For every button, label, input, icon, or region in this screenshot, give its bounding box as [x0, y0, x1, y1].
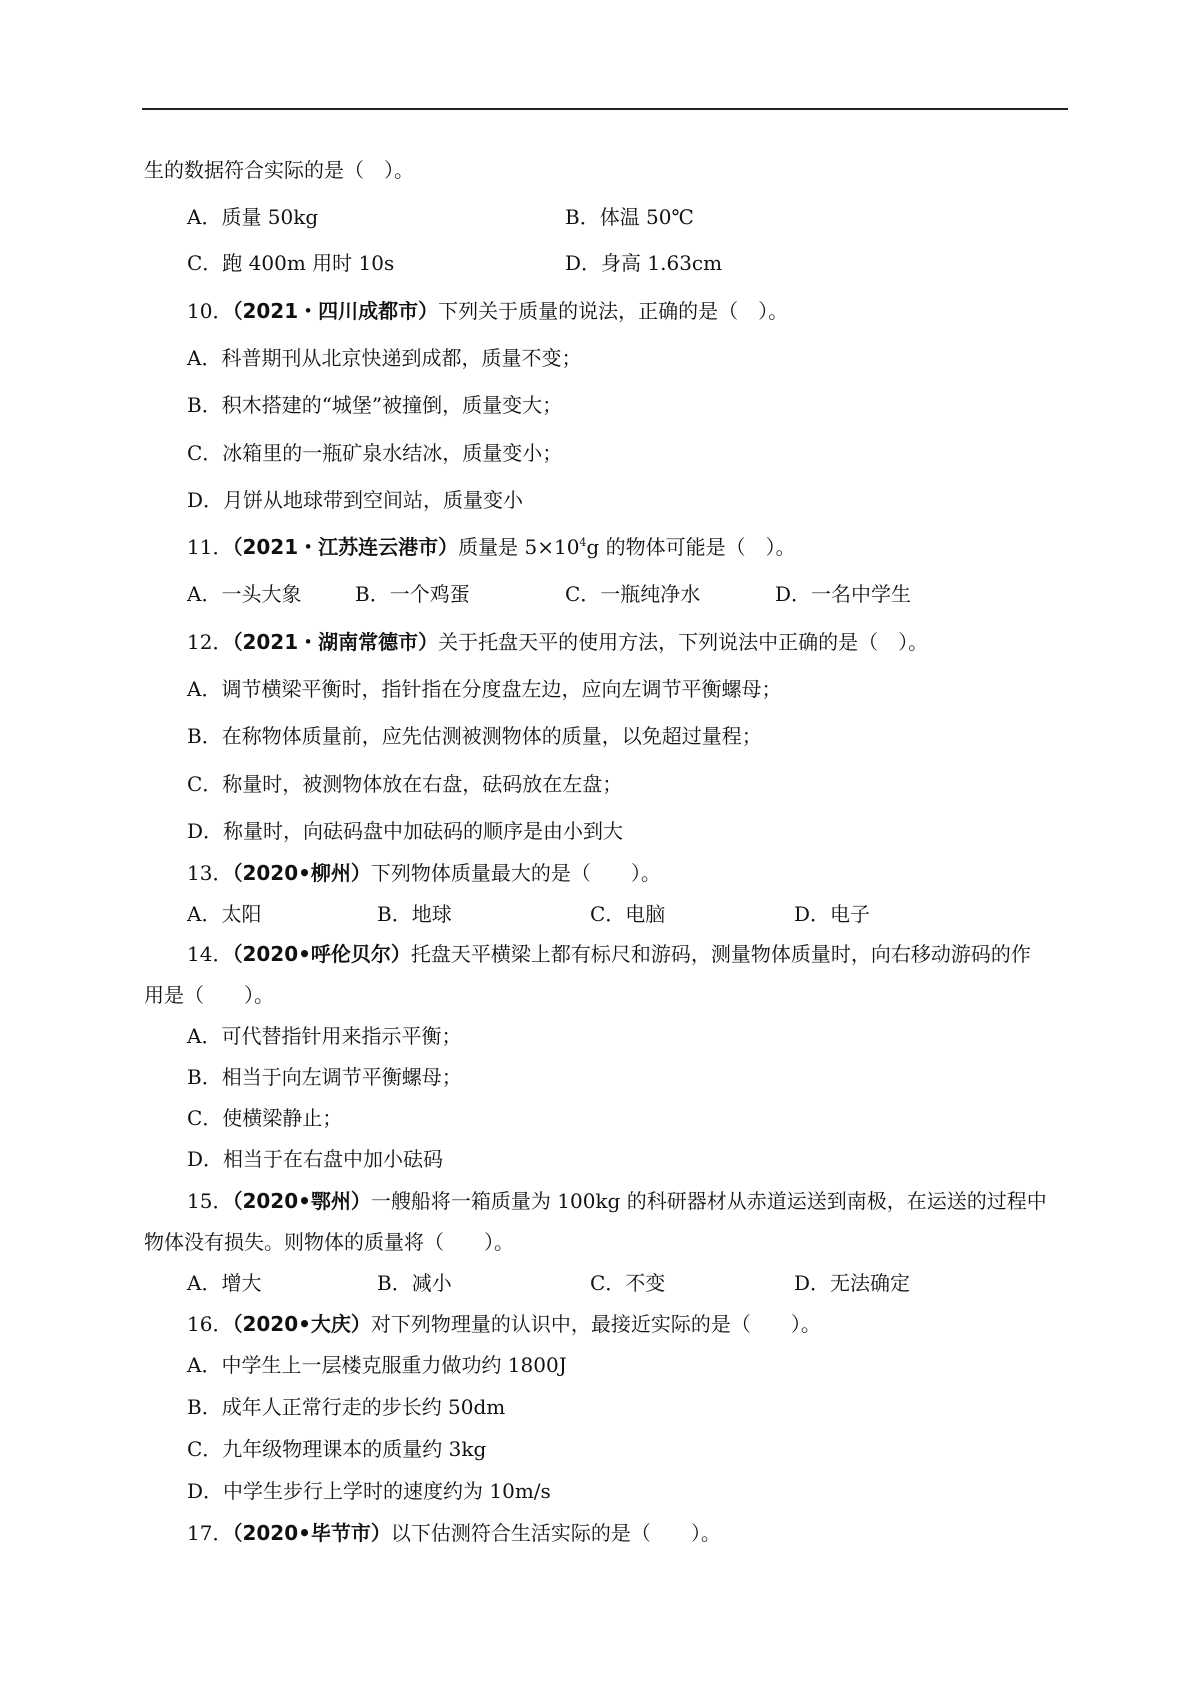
q14-text: 托盘天平横梁上都有标尺和游码，测量物体质量时，向右移动游码的作 — [410, 942, 1031, 966]
q9-option-a: A．质量 50kg — [187, 205, 319, 229]
q14-option-b: B．相当于向左调节平衡螺母； — [187, 1065, 462, 1089]
q11-text-b: g 的物体可能是（ ）。 — [586, 535, 796, 559]
q16-number: 16． — [187, 1312, 233, 1336]
question-14 — [187, 941, 1031, 967]
q15-continuation: 物体没有损失。则物体的质量将（ ）。 — [144, 1230, 514, 1254]
q16-option-b: B．成年人正常行走的步长约 50dm — [187, 1395, 506, 1419]
q12-option-c: C．称量时，被测物体放在右盘，砝码放在左盘； — [187, 772, 623, 796]
q9-continuation: 生的数据符合实际的是（ ）。 — [144, 158, 414, 182]
q10-source: （2021・四川成都市） — [232, 299, 439, 323]
header-rule — [142, 108, 1068, 110]
q11-number: 11． — [187, 535, 233, 559]
q13-text: 下列物体质量最大的是（ ）。 — [370, 861, 661, 885]
q10-option-b: B．积木搭建的“城堡”被撞倒，质量变大； — [187, 393, 563, 417]
q9-option-c: C．跑 400m 用时 10s — [187, 251, 395, 275]
q15-option-a: A．增大 — [187, 1271, 262, 1295]
q16-source: （2020•大庆） — [232, 1312, 371, 1336]
q15-option-c: C．不变 — [590, 1271, 666, 1295]
q14-number: 14． — [187, 942, 233, 966]
q13-option-b: B．地球 — [377, 902, 452, 926]
q11-option-d: D．一名中学生 — [775, 582, 912, 606]
q14-option-a: A．可代替指针用来指示平衡； — [187, 1024, 462, 1048]
q13-number: 13． — [187, 861, 233, 885]
q12-text: 关于托盘天平的使用方法，下列说法中正确的是（ ）。 — [438, 630, 929, 654]
q11-option-c: C．一瓶纯净水 — [565, 582, 701, 606]
q13-option-a: A．太阳 — [187, 902, 262, 926]
q13-source: （2020•柳州） — [232, 861, 371, 885]
q13-options — [0, 901, 1200, 927]
q12-option-d: D．称量时，向砝码盘中加砝码的顺序是由小到大 — [187, 819, 624, 843]
q15-source: （2020•鄂州） — [232, 1189, 371, 1213]
q12-option-b: B．在称物体质量前，应先估测被测物体的质量，以免超过量程； — [187, 724, 762, 748]
question-15 — [187, 1188, 1047, 1214]
q16-option-c: C．九年级物理课本的质量约 3kg — [187, 1437, 487, 1461]
q9-option-b: B．体温 50℃ — [565, 205, 694, 229]
q16-text: 对下列物理量的认识中，最接近实际的是（ ）。 — [370, 1312, 821, 1336]
q11-exponent: 4 — [579, 536, 587, 549]
q12-number: 12． — [187, 630, 233, 654]
q15-text: 一艘船将一箱质量为 100kg 的科研器材从赤道运送到南极，在运送的过程中 — [370, 1189, 1047, 1213]
q10-option-d: D．月饼从地球带到空间站，质量变小 — [187, 488, 524, 512]
q12-option-a: A．调节横梁平衡时，指针指在分度盘左边，应向左调节平衡螺母； — [187, 677, 782, 701]
q16-option-d: D．中学生步行上学时的速度约为 10m/s — [187, 1479, 551, 1503]
question-17 — [187, 1520, 721, 1546]
q9-option-d: D．身高 1.63cm — [565, 251, 723, 275]
q16-option-a: A．中学生上一层楼克服重力做功约 1800J — [187, 1353, 567, 1377]
q10-option-a: A．科普期刊从北京快递到成都，质量不变； — [187, 346, 582, 370]
q15-options — [0, 1270, 1200, 1296]
q10-number: 10． — [187, 299, 233, 323]
question-11 — [187, 534, 796, 560]
q17-text: 以下估测符合生活实际的是（ ）。 — [390, 1521, 721, 1545]
q11-options — [0, 581, 1200, 607]
question-13 — [187, 860, 661, 886]
q13-option-c: C．电脑 — [590, 902, 666, 926]
q14-option-c: C．使横梁静止； — [187, 1106, 343, 1130]
q10-option-c: C．冰箱里的一瓶矿泉水结冰，质量变小； — [187, 441, 563, 465]
q13-option-d: D．电子 — [794, 902, 871, 926]
question-12 — [187, 629, 928, 655]
q11-source: （2021・江苏连云港市） — [232, 535, 459, 559]
q17-source: （2020•毕节市） — [232, 1521, 391, 1545]
q10-text: 下列关于质量的说法，正确的是（ ）。 — [438, 299, 789, 323]
q15-number: 15． — [187, 1189, 233, 1213]
q15-option-d: D．无法确定 — [794, 1271, 911, 1295]
q11-option-b: B．一个鸡蛋 — [355, 582, 470, 606]
q14-source: （2020•呼伦贝尔） — [232, 942, 411, 966]
question-10 — [187, 298, 788, 324]
q14-option-d: D．相当于在右盘中加小砝码 — [187, 1147, 444, 1171]
q11-option-a: A．一头大象 — [187, 582, 302, 606]
q17-number: 17． — [187, 1521, 233, 1545]
q12-source: （2021・湖南常德市） — [232, 630, 439, 654]
question-16 — [187, 1311, 821, 1337]
q14-continuation: 用是（ ）。 — [144, 983, 274, 1007]
q11-text-a: 质量是 5×10 — [458, 535, 580, 559]
q15-option-b: B．减小 — [377, 1271, 452, 1295]
